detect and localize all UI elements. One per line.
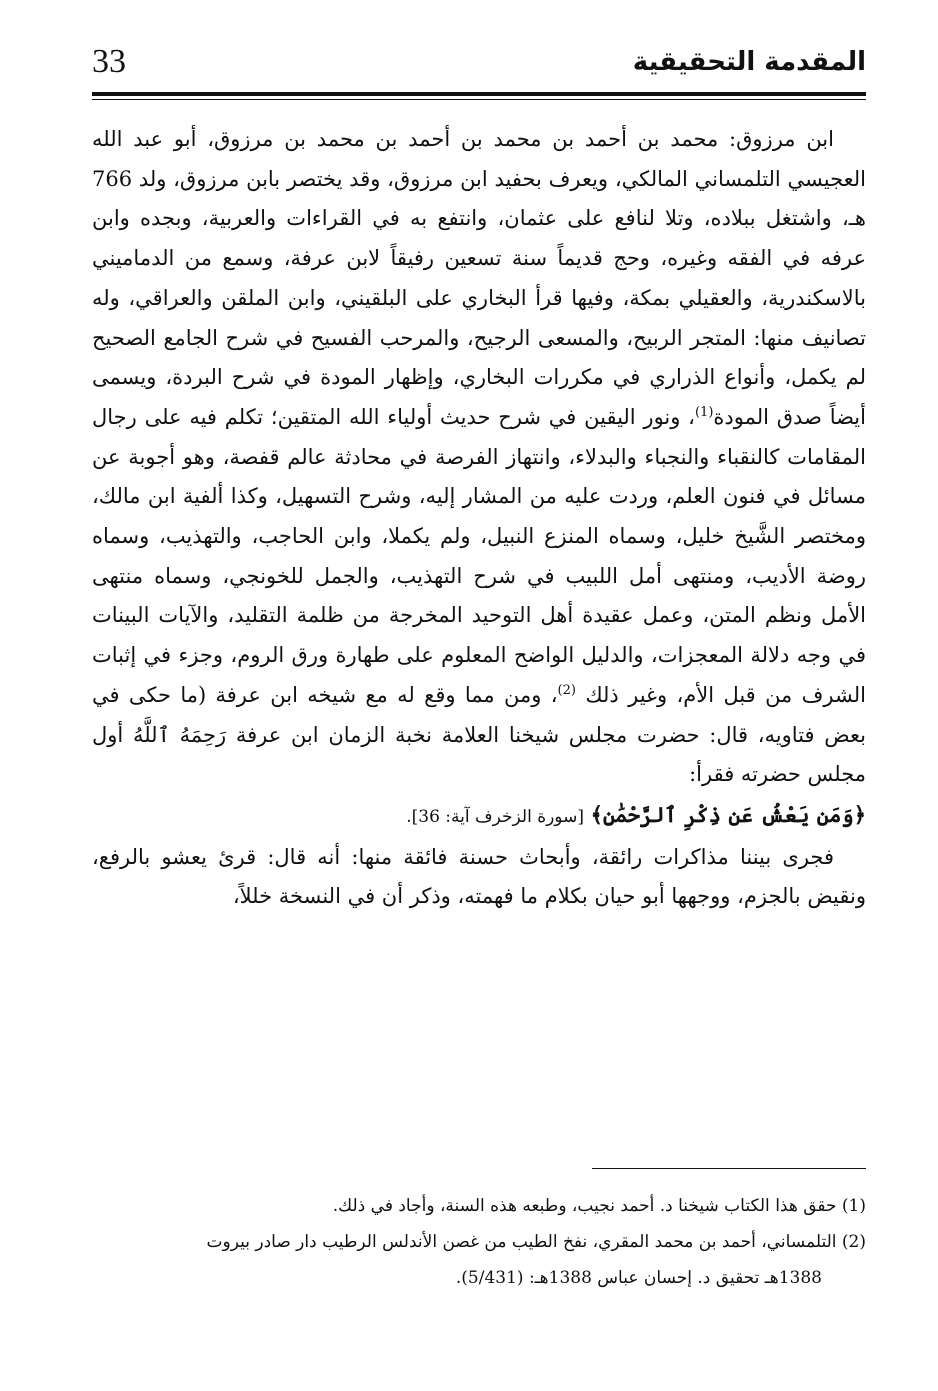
footnote-2-line-1: (2) التلمساني، أحمد بن محمد المقري، نفخ الطيب من غصن الأندلس الرطيب دار صادر بيروت <box>206 1232 866 1252</box>
biography-text-part3: ، ومن مما وقع له مع شيخه ابن عرفة (ما حكى في بعض فتاويه، قال: حضرت مجلس شيخنا العلامة نخبة الزمان ابن عرفة رَحِمَهُ ٱللَّهُ أول مجلس حضرته فقرأ: <box>92 682 866 787</box>
footnote-2-line-2: 1388هـ تحقيق د. إحسان عباس 1388هـ: (5/431). <box>455 1268 822 1288</box>
quran-verse: ﴿وَمَن يَعْشُ عَن ذِكْرِ ٱلرَّحْمَٰنِ﴾ <box>590 801 866 827</box>
paragraph-biography <box>92 120 866 838</box>
running-title: المقدمة التحقيقية <box>632 47 866 77</box>
footnotes <box>92 1188 866 1296</box>
body-text <box>92 120 866 917</box>
biography-text-part2: ، ونور اليقين في شرح حديث أولياء الله المتقين؛ تكلم فيه على رجال المقامات كالنقباء والنجباء والبدلاء، وانتهاز الفرصة في محادثة عالم قفصة، وهو أجوبة عن مسائل في فنون العلم، وردت عليه من المشار إليه، وشرح التسهيل، وكذا ألفية ابن مالك، ومختصر الشَّيخ خليل، وسماه المنزع النبيل، ولم يكملا، وابن الحاجب، والتهذيب، وسماه روضة الأديب، ومنتهى أمل اللبيب في شرح التهذيب، والجمل للخونجي، وسماه منتهى الأمل ونظم المتن، وعمل عقيدة أهل التوحيد المخرجة من ظلمة التقليد، والآيات البينات في وجه دلالة المعجزات، والدليل الواضح المعلوم على طهارة ورق الروم، وجزء في إثبات الشرف من قبل الأم، وغير ذلك <box>92 404 866 707</box>
paragraph-discussion: فجرى بيننا مذاكرات رائقة، وأبحاث حسنة فائقة منها: أنه قال: قرئ يعشو بالرفع، ونقيض بالجزم، ووجهها أبو حيان بكلام ما فهمته، وذكر أن في النسخة خللاً، <box>92 844 866 909</box>
page-header <box>92 38 866 90</box>
biography-text-part1: ابن مرزوق: محمد بن أحمد بن محمد بن أحمد بن محمد بن مرزوق، أبو عبد الله العجيسي التلمساني المالكي، ويعرف بحفيد ابن مرزوق، وقد يختصر بابن مرزوق، ولد 766 هـ، واشتغل ببلاده، وتلا لنافع على عثمان، وانتفع به في القراءات والعربية، وبجده وابن عرفه في الفقه وغيره، وحج قديماً سنة تسعين رفيقاً لابن عرفة، وسمع من الدماميني بالاسكندرية، والعقيلي بمكة، وفيها قرأ البخاري على البلقيني، وابن الملقن والعراقي، وله تصانيف منها: المتجر الربيح، والمسعى الرجيح، والمرحب الفسيح في شرح الجامع الصحيح لم يكمل، وأنواع الذراري في مكررات البخاري، وإظهار المودة في شرح البردة، ويسمى أيضاً صدق المودة <box>92 127 866 429</box>
page-number: 33 <box>92 43 126 80</box>
footnote-ref-1: (1) <box>694 404 714 420</box>
header-rule-thick <box>92 92 866 96</box>
verse-reference: [سورة الزخرف آية: 36]. <box>406 806 584 827</box>
header-rule-thin <box>92 99 866 100</box>
footnote-ref-2: (2) <box>557 682 576 698</box>
footnote-separator <box>592 1168 866 1169</box>
footnote-1: (1) حقق هذا الكتاب شيخنا د. أحمد نجيب، وطبعه هذه السنة، وأجاد في ذلك. <box>332 1196 866 1216</box>
